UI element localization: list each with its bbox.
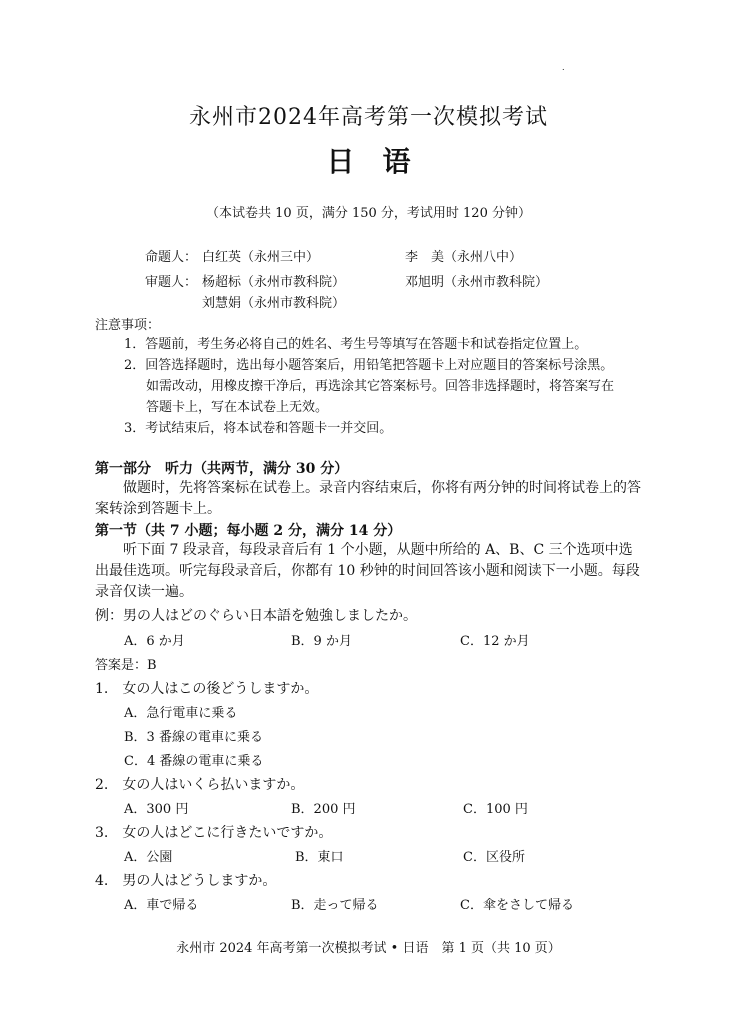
q1-option-a: A．急行電車に乗る — [124, 706, 238, 721]
section1-heading: 第一节（共 7 小题；每小题 2 分，满分 14 分） — [95, 523, 402, 539]
question-4: 4. 男の人はどうしますか。 — [95, 873, 277, 889]
page-footer: 永州市 2024 年高考第一次模拟考试 • 日语 第 1 页（共 10 页） — [176, 941, 561, 956]
subject-title: 日 语 — [326, 145, 411, 178]
reviewer-1: 杨超标（永州市教科院） — [202, 275, 346, 290]
q3-option-b: B．東口 — [295, 850, 344, 865]
q3-option-a: A．公園 — [124, 850, 173, 865]
q2-option-b: B．200 円 — [291, 802, 356, 817]
author-label: 命题人： — [145, 250, 198, 265]
example-option-a: A．6 か月 — [124, 634, 185, 649]
author-1: 白红英（永州三中） — [202, 250, 320, 265]
question-1: 1. 女の人はこの後どうしますか。 — [95, 681, 319, 697]
q4-option-b: B．走って帰る — [291, 898, 379, 913]
reviewer-label: 审题人： — [145, 275, 198, 290]
exam-note: （本试卷共 10 页，满分 150 分，考试用时 120 分钟） — [206, 206, 531, 221]
reviewer-2: 邓旭明（永州市教科院） — [405, 275, 549, 290]
example-option-b: B．9 か月 — [291, 634, 352, 649]
example-answer: 答案是：B — [95, 658, 157, 673]
part1-heading: 第一部分 听力（共两节，满分 30 分） — [95, 461, 349, 477]
q4-option-c: C．傘をさして帰る — [460, 898, 574, 913]
notice-item: 3．考试结束后，将本试卷和答题卡一并交回。 — [124, 421, 393, 436]
corner-mark: . — [562, 63, 565, 72]
q2-option-a: A．300 円 — [124, 802, 189, 817]
question-3: 3. 女の人はどこに行きたいですか。 — [95, 825, 333, 841]
q1-option-b: B．3 番線の電車に乗る — [124, 730, 263, 745]
q4-option-a: A．車で帰る — [124, 898, 199, 913]
notice-heading: 注意事项： — [95, 318, 161, 333]
example-option-c: C．12 か月 — [460, 634, 530, 649]
reviewer-3: 刘慧娟（永州市教科院） — [202, 296, 346, 311]
notice-item: 如需改动，用橡皮擦干净后，再选涂其它答案标号。回答非选择题时，将答案写在 — [146, 379, 615, 394]
example-question: 例：男の人はどのぐらい日本語を勉強しましたか。 — [95, 608, 417, 624]
notice-item: 答题卡上，写在本试卷上无效。 — [146, 400, 329, 415]
question-2: 2. 女の人はいくら払いますか。 — [95, 777, 305, 793]
part1-intro: 做题时，先将答案标在试卷上。录音内容结束后，你将有两分钟的时间将试卷上的答案转涂到答题卡上。 — [95, 480, 641, 517]
section1-intro: 听下面 7 段录音，每段录音后有 1 个小题，从题中所给的 A、B、C 三个选项中选出最佳选项。听完每段录音后，你都有 10 秒钟的时间回答该小题和阅读下一小题。每段录音仅读一遍。 — [95, 542, 640, 600]
notice-item: 2．回答选择题时，选出每小题答案后，用铅笔把答题卡上对应题目的答案标号涂黑。 — [124, 358, 614, 373]
q1-option-c: C．4 番線の電車に乗る — [124, 754, 264, 769]
q3-option-c: C．区役所 — [463, 850, 525, 865]
q2-option-c: C．100 円 — [463, 802, 528, 817]
notice-item: 1．答题前，考生务必将自己的姓名、考生号等填写在答题卡和试卷指定位置上。 — [124, 337, 588, 352]
author-2: 李 美（永州八中） — [405, 250, 523, 265]
exam-title: 永州市2024年高考第一次模拟考试 — [189, 105, 548, 130]
